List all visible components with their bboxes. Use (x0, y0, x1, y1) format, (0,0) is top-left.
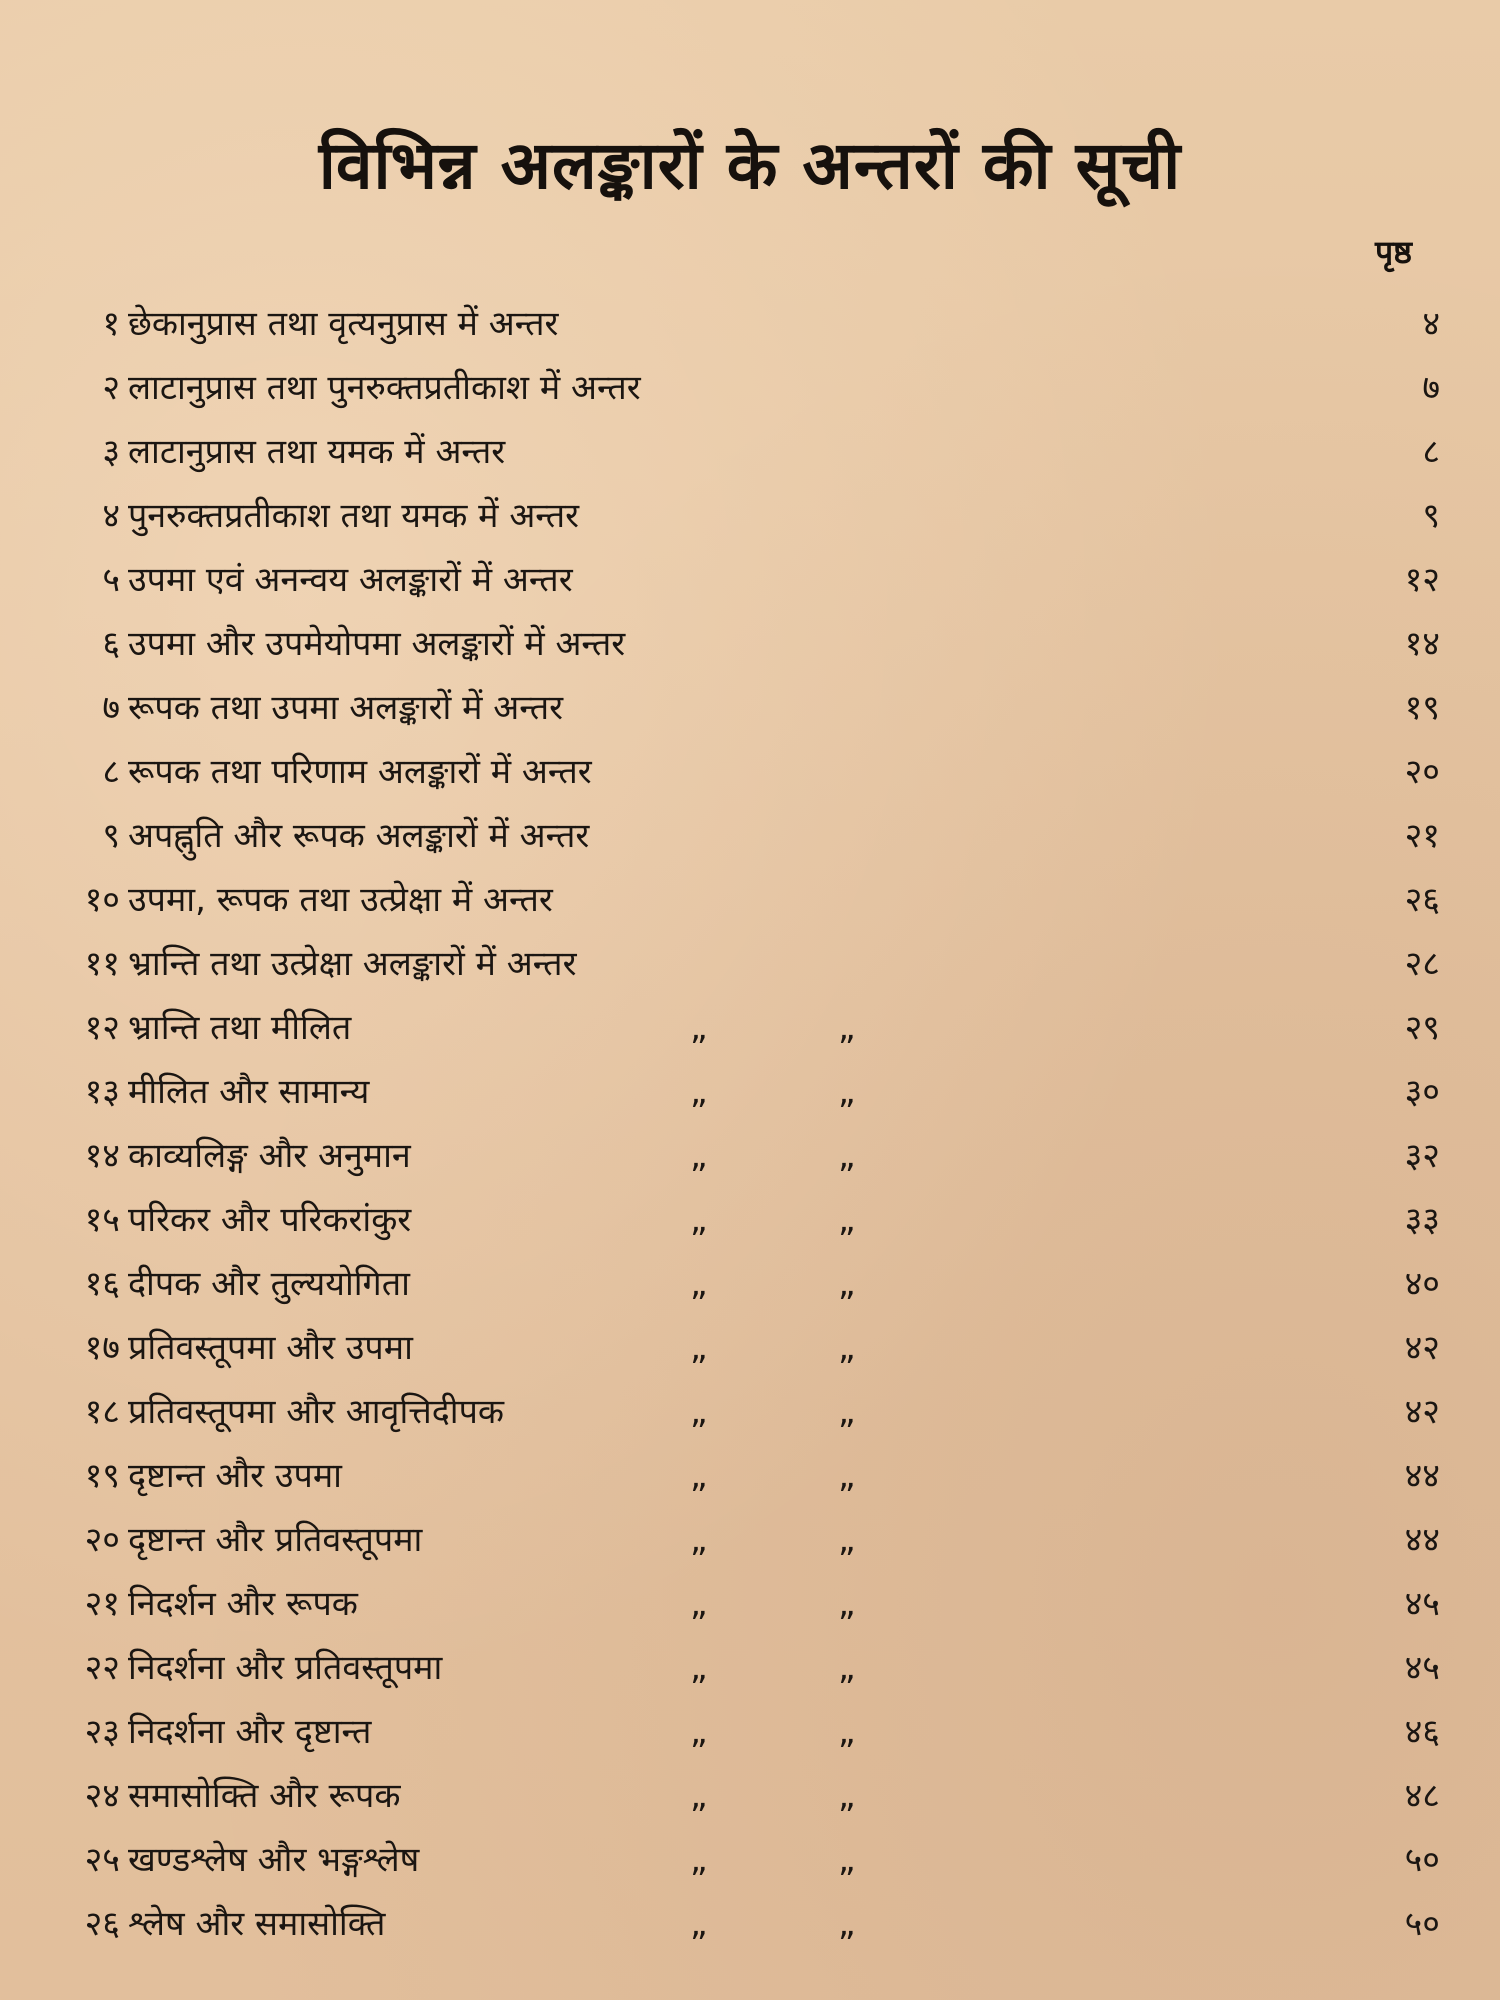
toc-entry-24 (0, 1764, 1500, 1828)
page-title: विभिन्न अलङ्कारों के अन्तरों की सूची (318, 127, 1182, 204)
entry-number: १६ (84, 1264, 120, 1304)
toc-entry-12 (0, 996, 1500, 1060)
toc-entry-13 (0, 1060, 1500, 1124)
entry-page-number: ८ (1422, 432, 1440, 472)
entry-page-number: २० (1404, 752, 1440, 792)
entry-number: १८ (84, 1392, 120, 1432)
entry-text: दीपक और तुल्ययोगिता (128, 1264, 410, 1304)
toc-entry-10 (0, 868, 1500, 932)
toc-entry-3 (0, 420, 1500, 484)
entry-page-number: ४८ (1404, 1776, 1440, 1816)
entry-page-number: ४६ (1404, 1712, 1440, 1752)
entry-number: १२ (84, 1008, 120, 1048)
entry-text: उपमा, रूपक तथा उत्प्रेक्षा में अन्तर (128, 880, 553, 920)
entry-ditto-mark: „ (690, 1776, 708, 1816)
entry-page-number: ५० (1404, 1840, 1440, 1880)
entry-number: २६ (84, 1904, 120, 1944)
entry-page-number: २९ (1404, 1008, 1440, 1048)
entry-text: प्रतिवस्तूपमा और आवृत्तिदीपक (128, 1392, 505, 1432)
entry-page-number: ९ (1422, 496, 1440, 536)
toc-entry-18 (0, 1380, 1500, 1444)
entry-text: परिकर और परिकरांकुर (128, 1200, 412, 1240)
entry-text: भ्रान्ति तथा मीलित (128, 1008, 352, 1048)
entry-ditto-mark: „ (690, 1712, 708, 1752)
toc-entry-15 (0, 1188, 1500, 1252)
entry-ditto-mark: „ (838, 1520, 856, 1560)
entry-ditto-mark: „ (690, 1008, 708, 1048)
entry-number: १० (84, 880, 120, 920)
entry-page-number: २८ (1404, 944, 1440, 984)
entry-ditto-mark: „ (838, 1456, 856, 1496)
entry-ditto-mark: „ (838, 1776, 856, 1816)
entry-ditto-mark: „ (838, 1904, 856, 1944)
entry-text: निदर्शना और दृष्टान्त (128, 1712, 372, 1752)
entry-page-number: ४५ (1404, 1584, 1440, 1624)
page-column-heading: पृष्ठ (1375, 233, 1413, 271)
toc-entry-2 (0, 356, 1500, 420)
entry-ditto-mark: „ (690, 1328, 708, 1368)
toc-entry-20 (0, 1508, 1500, 1572)
entry-text: दृष्टान्त और उपमा (128, 1456, 342, 1496)
toc-entry-11 (0, 932, 1500, 996)
entry-ditto-mark: „ (690, 1648, 708, 1688)
entry-text: समासोक्ति और रूपक (128, 1776, 401, 1816)
entry-page-number: १४ (1404, 624, 1440, 664)
entry-page-number: ४ (1422, 304, 1440, 344)
entry-number: २२ (84, 1648, 120, 1688)
toc-entry-6 (0, 612, 1500, 676)
entry-page-number: ३३ (1404, 1200, 1440, 1240)
entry-number: २० (84, 1520, 120, 1560)
entry-number: ७ (102, 688, 120, 728)
entry-text: रूपक तथा उपमा अलङ्कारों में अन्तर (128, 688, 564, 728)
entry-page-number: ५० (1404, 1904, 1440, 1944)
toc-entry-14 (0, 1124, 1500, 1188)
toc-entry-7 (0, 676, 1500, 740)
entry-text: श्लेष और समासोक्ति (128, 1904, 386, 1944)
entry-ditto-mark: „ (838, 1072, 856, 1112)
entry-text: दृष्टान्त और प्रतिवस्तूपमा (128, 1520, 423, 1560)
toc-entry-8 (0, 740, 1500, 804)
entry-ditto-mark: „ (838, 1392, 856, 1432)
entry-ditto-mark: „ (690, 1392, 708, 1432)
entry-number: १ (102, 304, 120, 344)
entry-ditto-mark: „ (690, 1584, 708, 1624)
entry-number: १७ (84, 1328, 120, 1368)
entry-page-number: ४२ (1404, 1392, 1440, 1432)
entry-text: अपह्नुति और रूपक अलङ्कारों में अन्तर (128, 816, 590, 856)
table-of-contents (0, 292, 1500, 1956)
entry-page-number: ४० (1404, 1264, 1440, 1304)
entry-ditto-mark: „ (838, 1200, 856, 1240)
entry-text: प्रतिवस्तूपमा और उपमा (128, 1328, 413, 1368)
entry-page-number: ४५ (1404, 1648, 1440, 1688)
entry-ditto-mark: „ (690, 1264, 708, 1304)
entry-ditto-mark: „ (838, 1136, 856, 1176)
entry-page-number: ३२ (1404, 1136, 1440, 1176)
entry-ditto-mark: „ (690, 1904, 708, 1944)
entry-ditto-mark: „ (690, 1520, 708, 1560)
entry-text: निदर्शन और रूपक (128, 1584, 358, 1624)
toc-entry-5 (0, 548, 1500, 612)
entry-number: ११ (84, 944, 120, 984)
toc-entry-22 (0, 1636, 1500, 1700)
entry-number: २ (102, 368, 120, 408)
entry-text: लाटानुप्रास तथा यमक में अन्तर (128, 432, 506, 472)
toc-entry-19 (0, 1444, 1500, 1508)
entry-text: काव्यलिङ्ग और अनुमान (128, 1136, 411, 1176)
entry-number: ५ (102, 560, 120, 600)
entry-text: रूपक तथा परिणाम अलङ्कारों में अन्तर (128, 752, 592, 792)
entry-text: उपमा और उपमेयोपमा अलङ्कारों में अन्तर (128, 624, 626, 664)
entry-text: पुनरुक्तप्रतीकाश तथा यमक में अन्तर (128, 496, 580, 536)
entry-number: ३ (102, 432, 120, 472)
entry-number: २४ (84, 1776, 120, 1816)
entry-ditto-mark: „ (838, 1840, 856, 1880)
toc-entry-23 (0, 1700, 1500, 1764)
toc-entry-25 (0, 1828, 1500, 1892)
entry-page-number: ७ (1422, 368, 1440, 408)
entry-number: ८ (102, 752, 120, 792)
entry-number: २१ (84, 1584, 120, 1624)
entry-ditto-mark: „ (838, 1584, 856, 1624)
entry-number: ६ (102, 624, 120, 664)
entry-number: १५ (84, 1200, 120, 1240)
entry-number: १३ (84, 1072, 120, 1112)
entry-page-number: ४४ (1404, 1520, 1440, 1560)
toc-entry-21 (0, 1572, 1500, 1636)
toc-entry-4 (0, 484, 1500, 548)
entry-text: खण्डश्लेष और भङ्गश्लेष (128, 1840, 420, 1880)
entry-page-number: ३० (1404, 1072, 1440, 1112)
entry-ditto-mark: „ (838, 1648, 856, 1688)
entry-page-number: २१ (1404, 816, 1440, 856)
entry-ditto-mark: „ (838, 1264, 856, 1304)
entry-number: ४ (102, 496, 120, 536)
entry-ditto-mark: „ (838, 1328, 856, 1368)
entry-page-number: ४४ (1404, 1456, 1440, 1496)
entry-ditto-mark: „ (838, 1008, 856, 1048)
entry-ditto-mark: „ (690, 1200, 708, 1240)
toc-entry-1 (0, 292, 1500, 356)
entry-number: २५ (84, 1840, 120, 1880)
entry-number: ९ (102, 816, 120, 856)
entry-text: छेकानुप्रास तथा वृत्यनुप्रास में अन्तर (128, 304, 559, 344)
entry-ditto-mark: „ (690, 1136, 708, 1176)
entry-number: २३ (84, 1712, 120, 1752)
entry-page-number: १९ (1404, 688, 1440, 728)
entry-text: उपमा एवं अनन्वय अलङ्कारों में अन्तर (128, 560, 573, 600)
entry-number: १९ (84, 1456, 120, 1496)
toc-entry-17 (0, 1316, 1500, 1380)
entry-ditto-mark: „ (690, 1456, 708, 1496)
entry-text: निदर्शना और प्रतिवस्तूपमा (128, 1648, 443, 1688)
entry-page-number: २६ (1404, 880, 1440, 920)
entry-ditto-mark: „ (690, 1840, 708, 1880)
toc-entry-9 (0, 804, 1500, 868)
entry-number: १४ (84, 1136, 120, 1176)
entry-text: भ्रान्ति तथा उत्प्रेक्षा अलङ्कारों में अन्तर (128, 944, 577, 984)
entry-text: लाटानुप्रास तथा पुनरुक्तप्रतीकाश में अन्तर (128, 368, 641, 408)
toc-entry-26 (0, 1892, 1500, 1956)
entry-page-number: १२ (1404, 560, 1440, 600)
entry-page-number: ४२ (1404, 1328, 1440, 1368)
entry-ditto-mark: „ (690, 1072, 708, 1112)
entry-ditto-mark: „ (838, 1712, 856, 1752)
entry-text: मीलित और सामान्य (128, 1072, 370, 1112)
toc-entry-16 (0, 1252, 1500, 1316)
